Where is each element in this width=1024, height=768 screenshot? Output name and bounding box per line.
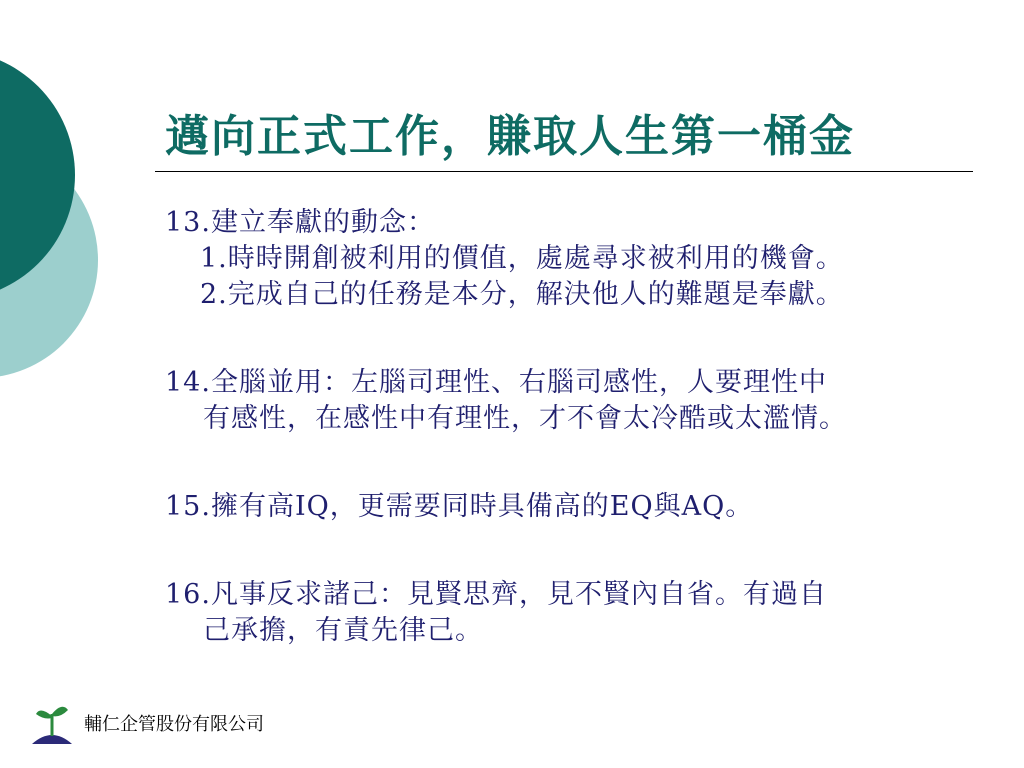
decorative-circles — [0, 0, 110, 420]
company-name: 輔仁企管股份有限公司 — [84, 714, 264, 735]
slide-body — [165, 205, 995, 649]
item-16-line-2: 己承擔，有責先律己。 — [203, 615, 483, 646]
item-14-line-1: 14.全腦並用：左腦司理性、右腦司感性，人要理性中 — [165, 367, 827, 398]
item-14-line-2: 有感性，在感性中有理性，才不會太冷酷或太濫情。 — [203, 403, 847, 434]
item-13: 13.建立奉獻的動念： — [165, 207, 435, 238]
slide-title: 邁向正式工作，賺取人生第一桶金 — [165, 111, 855, 162]
item-13-sub-2: 2.完成自己的任務是本分，解決他人的難題是奉獻。 — [200, 279, 844, 310]
item-13-sub-1: 1.時時開創被利用的價值，處處尋求被利用的機會。 — [200, 243, 844, 274]
footer — [30, 698, 264, 748]
item-15: 15.擁有高IQ，更需要同時具備高的EQ與AQ。 — [165, 491, 754, 522]
item-16-line-1: 16.凡事反求諸己：見賢思齊，見不賢內自省。有過自 — [165, 579, 827, 610]
title-divider — [155, 171, 973, 172]
sprout-logo-icon — [30, 700, 74, 746]
